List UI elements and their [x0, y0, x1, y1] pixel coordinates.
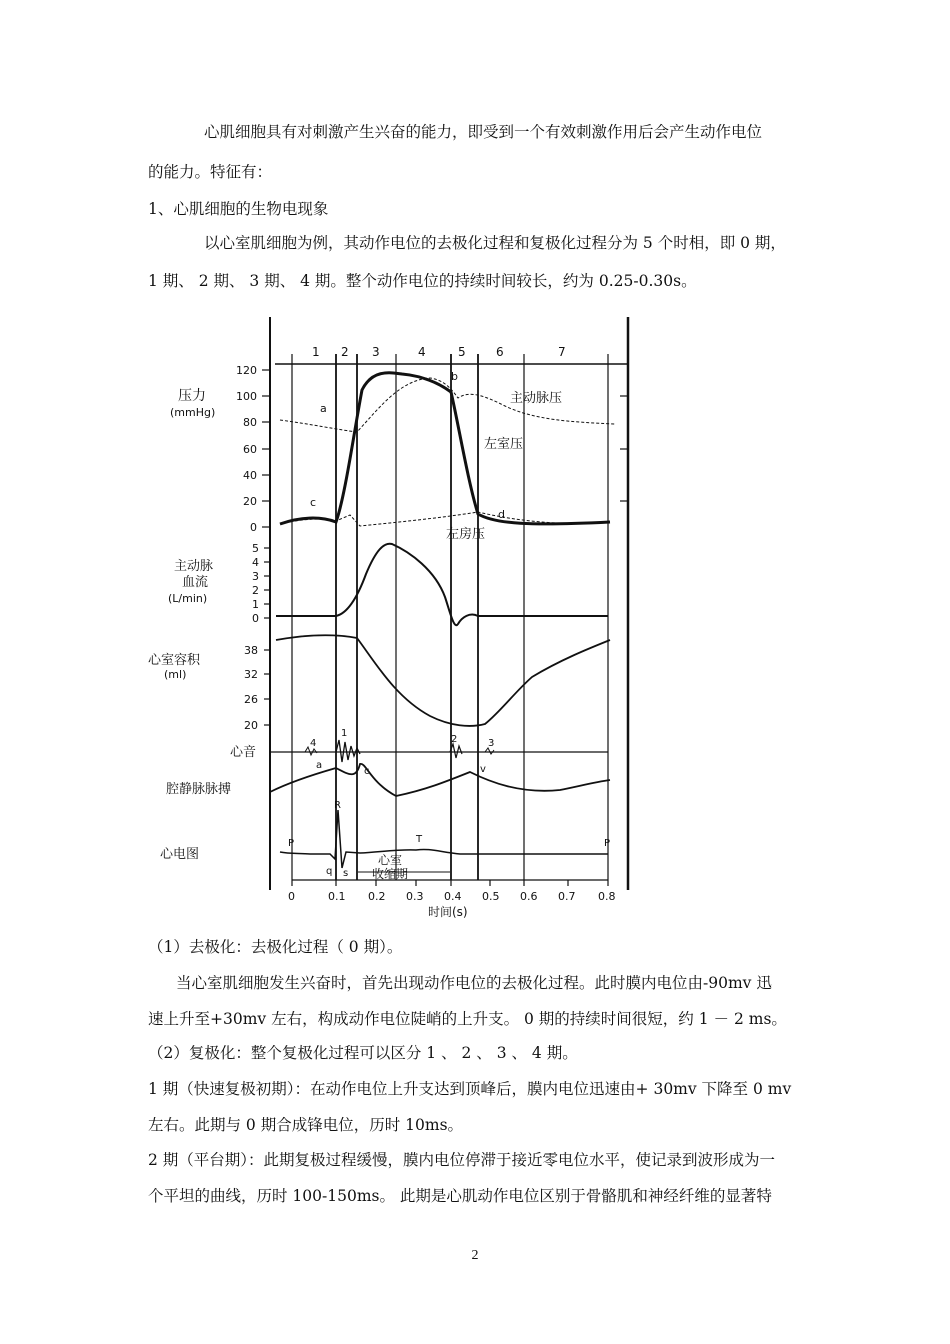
pressure-tick: 20: [243, 495, 257, 508]
flow-label: 主动脉: [174, 559, 214, 574]
phase-label-3: 3: [372, 345, 380, 359]
time-tick: 0.8: [598, 890, 616, 903]
section-heading: 1、心肌细胞的生物电现象: [148, 200, 329, 218]
ecg-mark-r: R: [334, 800, 341, 811]
para-line-5: （1）去极化：去极化过程（ 0 期）。: [148, 938, 403, 956]
left-atrium-label: 左房压: [446, 527, 486, 542]
para-line-2: 的能力。特征有：: [148, 163, 273, 181]
cardiac-cycle-figure: [140, 312, 640, 924]
flow-tick: 5: [252, 542, 259, 555]
point-b: b: [451, 370, 458, 383]
ecg-mark-s: s: [343, 868, 349, 879]
time-tick: 0.5: [482, 890, 500, 903]
phase-label-2: 2: [341, 345, 349, 359]
ecg-mark-p: P: [288, 838, 295, 849]
flow-unit: (L/min): [168, 592, 208, 605]
heart-sound-label: 心音: [230, 745, 257, 760]
heart-sound-mark: 1: [341, 728, 348, 739]
pressure-label: 压力: [178, 388, 206, 404]
para-line-6: 当心室肌细胞发生兴奋时，首先出现动作电位的去极化过程。此时膜内电位由-90mv 迅: [176, 974, 772, 992]
pressure-tick: 80: [243, 416, 257, 429]
volume-unit: (ml): [164, 668, 187, 681]
para-line-4: 1 期、 2 期、 3 期、 4 期。整个动作电位的持续时间较长，约为 0.25-0.30s。: [148, 272, 697, 290]
heart-sound-mark: 2: [451, 734, 458, 745]
phase-label-4: 4: [418, 345, 426, 359]
para-line-9: 1 期（快速复极初期）：在动作电位上升支达到顶峰后，膜内电位迅速由+ 30mv 下降至 0 mv: [148, 1080, 792, 1098]
ecg-mark-p2: P: [604, 838, 611, 849]
time-tick: 0.3: [406, 890, 424, 903]
time-tick: 0.2: [368, 890, 386, 903]
time-tick: 0.4: [444, 890, 462, 903]
volume-tick: 26: [244, 693, 258, 706]
flow-tick: 0: [252, 612, 259, 625]
para-line-1: 心肌细胞具有对刺激产生兴奋的能力，即受到一个有效刺激作用后会产生动作电位: [204, 123, 763, 141]
time-tick: 0.6: [520, 890, 538, 903]
venous-pulse-label: 腔静脉脉搏: [166, 782, 232, 797]
volume-label: 心室容积: [148, 653, 201, 668]
ecg-mark-q: q: [326, 866, 333, 877]
systole-label-2: 收缩期: [372, 867, 409, 881]
point-a: a: [320, 402, 327, 415]
time-tick: 0: [288, 890, 295, 903]
page-number: 2: [471, 1248, 479, 1263]
para-line-7: 速上升至+30mv 左右，构成动作电位陡峭的上升支。 0 期的持续时间很短，约 1 － 2 ms。: [148, 1010, 787, 1028]
heart-sound-mark: 4: [310, 738, 317, 749]
phase-label-6: 6: [496, 345, 504, 359]
phase-label-5: 5: [458, 345, 466, 359]
venous-mark: v: [480, 764, 486, 775]
para-line-10: 左右。此期与 0 期合成锋电位，历时 10ms。: [148, 1116, 464, 1134]
para-line-8: （2）复极化：整个复极化过程可以区分 1 、 2 、 3 、 4 期。: [148, 1044, 578, 1062]
pressure-tick: 100: [236, 390, 257, 403]
pressure-tick: 60: [243, 443, 257, 456]
heart-sound-mark: 3: [488, 738, 495, 749]
left-ventricle-label: 左室压: [484, 437, 524, 452]
flow-label-2: 血流: [182, 575, 209, 590]
pressure-unit: (mmHg): [170, 406, 216, 419]
time-axis-label: 时间(s): [428, 905, 468, 919]
systole-label-1: 心室: [378, 853, 403, 867]
venous-mark: a: [316, 760, 323, 771]
time-tick: 0.1: [328, 890, 346, 903]
flow-tick: 1: [252, 598, 259, 611]
phase-label-7: 7: [558, 345, 566, 359]
flow-tick: 4: [252, 556, 259, 569]
venous-mark: c: [364, 766, 370, 777]
point-c: c: [310, 496, 317, 509]
aortic-pressure-label: 主动脉压: [510, 391, 563, 406]
para-line-12: 个平坦的曲线，历时 100-150ms。 此期是心肌动作电位区别于骨骼肌和神经纤维的显著特: [148, 1187, 772, 1205]
pressure-tick: 40: [243, 469, 257, 482]
point-d: d: [498, 508, 505, 521]
pressure-tick: 120: [236, 364, 257, 377]
volume-tick: 20: [244, 719, 258, 732]
phase-label-1: 1: [312, 345, 320, 359]
pressure-tick: 0: [250, 521, 257, 534]
flow-tick: 2: [252, 584, 259, 597]
ecg-mark-t: T: [416, 834, 423, 845]
ecg-label: 心电图: [160, 847, 200, 862]
time-tick: 0.7: [558, 890, 576, 903]
volume-tick: 32: [244, 668, 258, 681]
para-line-3: 以心室肌细胞为例，其动作电位的去极化过程和复极化过程分为 5 个时相，即 0 期，: [204, 234, 786, 252]
para-line-11: 2 期（平台期）：此期复极过程缓慢，膜内电位停滞于接近零电位水平，使记录到波形成为一: [148, 1151, 776, 1169]
volume-tick: 38: [244, 644, 258, 657]
flow-tick: 3: [252, 570, 259, 583]
